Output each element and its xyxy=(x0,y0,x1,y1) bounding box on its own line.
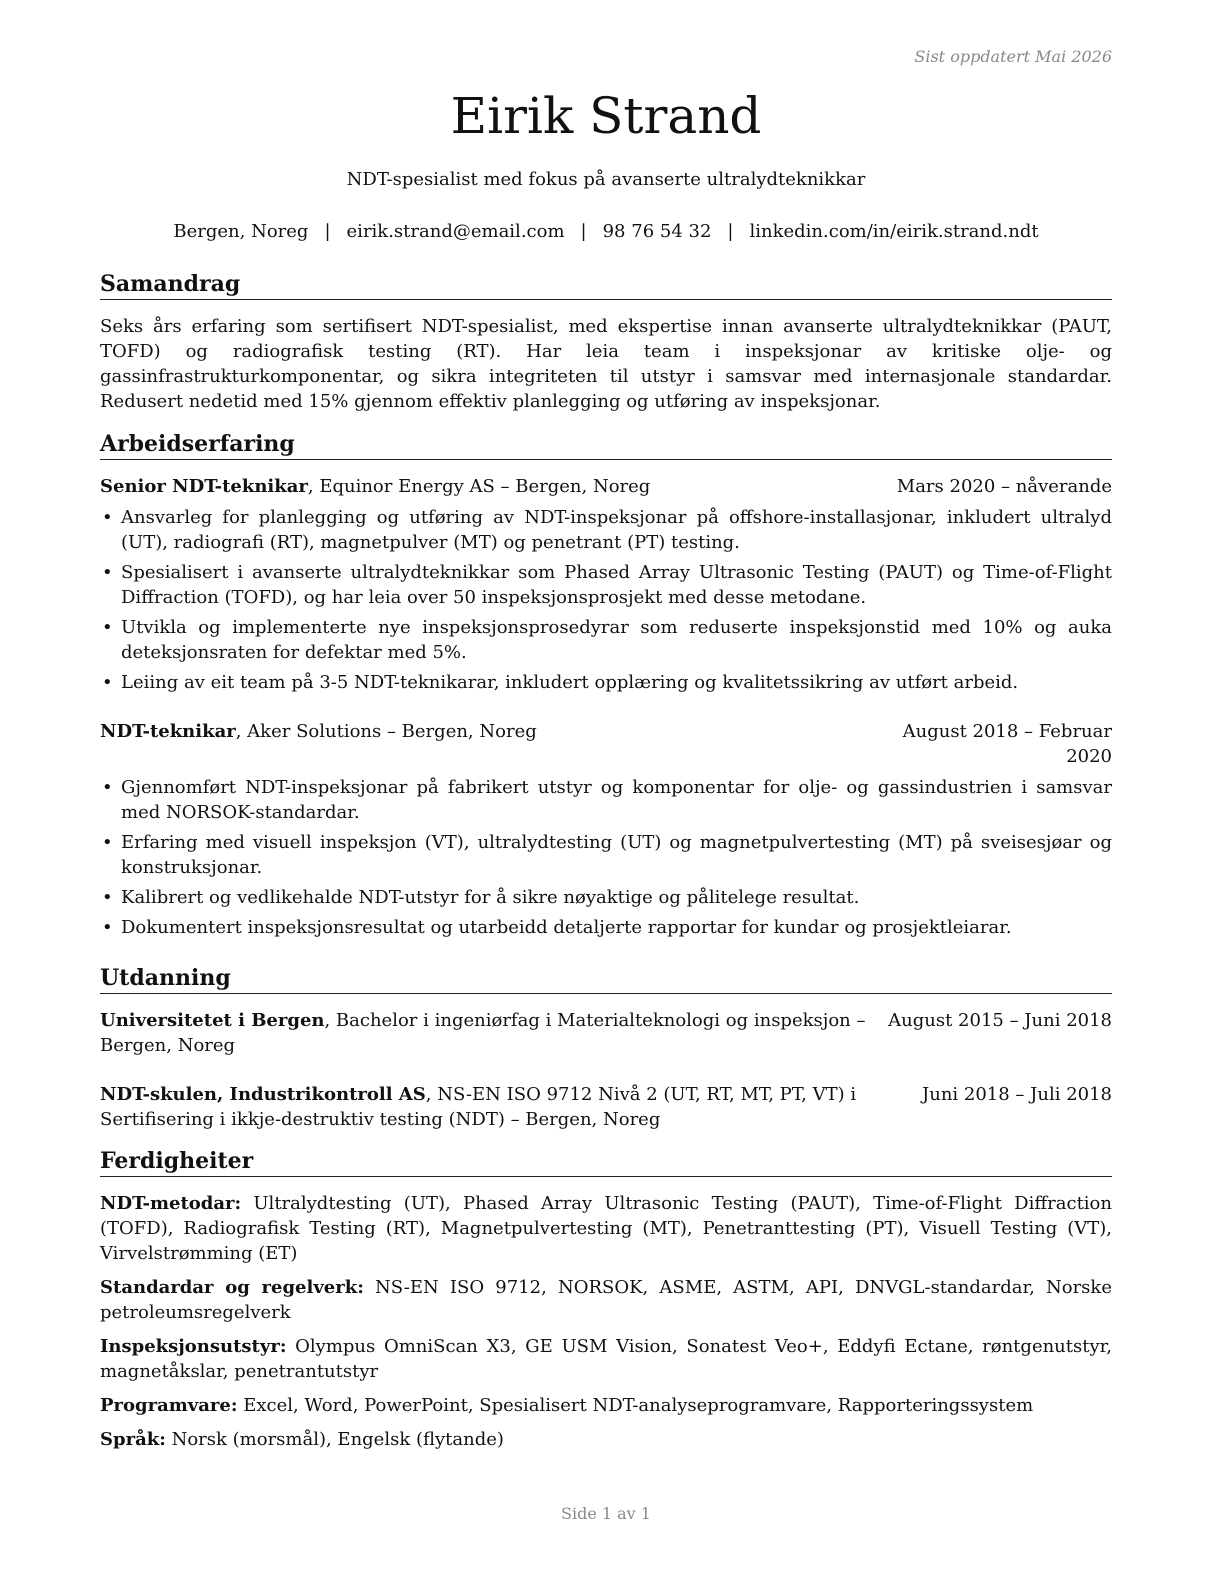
contact-line xyxy=(100,219,1112,244)
skill-label: Programvare: xyxy=(100,1395,238,1416)
job-company: , Equinor Energy AS – Bergen, Noreg xyxy=(307,476,651,497)
skill-text: Olympus OmniScan X3, GE USM Vision, Sonatest Veo+, Eddyfi Ectane, røntgenutstyr, magnetåkslar, penetrantutstyr xyxy=(100,1336,1112,1382)
contact-location: Bergen, Noreg xyxy=(173,221,309,242)
job-date: August 2018 – Februar 2020 xyxy=(902,721,1112,767)
contact-separator: | xyxy=(727,221,734,242)
skill-label: NDT-metodar: xyxy=(100,1193,242,1214)
list-item: • Gjennomført NDT-inspeksjonar på fabrikert utstyr og komponentar for olje- og gassindustrien i samsvar med NORSOK-standardar. xyxy=(100,775,1112,825)
contact-phone: 98 76 54 32 xyxy=(602,221,712,242)
contact-separator: | xyxy=(580,221,587,242)
job-bullets xyxy=(100,775,1112,940)
skill-text: NS-EN ISO 9712, NORSOK, ASME, ASTM, API, DNVGL-standardar, Norske petroleumsregelverk xyxy=(100,1277,1112,1323)
job-date: Mars 2020 – nåverande xyxy=(896,476,1112,497)
list-item: • Utvikla og implementerte nye inspeksjonsprosedyrar som reduserte inspeksjonstid med 10% og auka deteksjonsraten for defektar med 5%. xyxy=(100,615,1112,665)
job-company: , Aker Solutions – Bergen, Noreg xyxy=(235,721,537,742)
job-header xyxy=(100,719,1112,769)
job-role: NDT-teknikar xyxy=(100,721,236,742)
skill-line xyxy=(100,1275,1112,1325)
skill-label: Standardar og regelverk: xyxy=(100,1277,364,1298)
contact-separator: | xyxy=(324,221,331,242)
education-school: NDT-skulen, Industrikontroll AS xyxy=(100,1084,426,1105)
contact-email[interactable]: eirik.strand@email.com xyxy=(346,221,565,242)
education-entry xyxy=(100,1082,1112,1132)
tagline: NDT-spesialist med fokus på avanserte ultralydteknikkar xyxy=(346,169,866,190)
section-title: Utdanning xyxy=(100,964,1112,994)
list-item: • Dokumentert inspeksjonsresultat og utarbeidd detaljerte rapportar for kundar og prosjektleiarar. xyxy=(100,915,1112,940)
skill-label: Inspeksjonsutstyr: xyxy=(100,1336,287,1357)
page-number: Side 1 av 1 xyxy=(561,1504,651,1523)
list-item: • Ansvarleg for planlegging og utføring av NDT-inspeksjonar på offshore-installasjonar, inkludert ultralyd (UT), radiografi (RT), magnetpulver (MT) og penetrant (PT) testing. xyxy=(100,505,1112,555)
education-detail: , Bachelor i ingeniørfag i Materialteknologi og inspeksjon – Bergen, Noreg xyxy=(100,1010,866,1056)
last-updated: Sist oppdatert Mai 2026 xyxy=(914,47,1112,66)
skill-text: Excel, Word, PowerPoint, Spesialisert NDT-analyseprogramvare, Rapporteringssystem xyxy=(237,1395,1034,1416)
contact-linkedin[interactable]: linkedin.com/in/eirik.strand.ndt xyxy=(749,221,1039,242)
list-item: • Spesialisert i avanserte ultralydteknikkar som Phased Array Ultrasonic Testing (PAUT) og Time-of-Flight Diffraction (TOFD), og har leia over 50 inspeksjonsprosjekt med desse metodane. xyxy=(100,560,1112,610)
job-header xyxy=(100,474,1112,499)
education-date: August 2015 – Juni 2018 xyxy=(888,1010,1112,1031)
list-item: • Kalibrert og vedlikehalde NDT-utstyr for å sikre nøyaktige og pålitelege resultat. xyxy=(100,885,1112,910)
section-title: Samandrag xyxy=(100,270,1112,300)
skill-text: Ultralydtesting (UT), Phased Array Ultrasonic Testing (PAUT), Time-of-Flight Diffraction (TOFD), Radiografisk Testing (RT), Magnetpulvertesting (MT), Penetranttesting (PT), Visuell Testing (VT), Virvelstrømming (ET) xyxy=(100,1193,1112,1264)
list-item: • Erfaring med visuell inspeksjon (VT), ultralydtesting (UT) og magnetpulvertesting (MT) på sveisesjøar og konstruksjonar. xyxy=(100,830,1112,880)
education-entry xyxy=(100,1008,1112,1058)
education-date: Juni 2018 – Juli 2018 xyxy=(922,1084,1112,1105)
summary-section xyxy=(100,270,1112,414)
job-entry xyxy=(100,474,1112,695)
job-role: Senior NDT-teknikar xyxy=(100,476,308,497)
experience-section xyxy=(100,430,1112,945)
summary-text: Seks års erfaring som sertifisert NDT-spesialist, med ekspertise innan avanserte ultralydteknikkar (PAUT, TOFD) og radiografisk testing (RT). Har leia team i inspeksjonar av kritiske olje- og gassinfrastrukturkomponentar, og sikra integriteten til utstyr i samsvar med internasjonale standardar. Redusert nedetid med 15% gjennom effektiv planlegging og utføring av inspeksjonar. xyxy=(100,316,1112,412)
job-bullets xyxy=(100,505,1112,695)
education-section xyxy=(100,964,1112,1132)
education-detail: , NS-EN ISO 9712 Nivå 2 (UT, RT, MT, PT, VT) i Sertifisering i ikkje-destruktiv testing (NDT) – Bergen, Noreg xyxy=(100,1084,857,1130)
skills-section xyxy=(100,1147,1112,1461)
section-title: Ferdigheiter xyxy=(100,1147,1112,1177)
candidate-name: Eirik Strand xyxy=(450,87,762,145)
skill-line xyxy=(100,1393,1112,1418)
section-title: Arbeidserfaring xyxy=(100,430,1112,460)
list-item: • Leiing av eit team på 3-5 NDT-teknikarar, inkludert opplæring og kvalitetssikring av utført arbeid. xyxy=(100,670,1112,695)
skill-text: Norsk (morsmål), Engelsk (flytande) xyxy=(165,1429,504,1450)
education-school: Universitetet i Bergen xyxy=(100,1010,325,1031)
job-entry xyxy=(100,719,1112,940)
skill-line xyxy=(100,1191,1112,1266)
skill-line xyxy=(100,1334,1112,1384)
skill-line xyxy=(100,1427,1112,1452)
skill-label: Språk: xyxy=(100,1429,166,1450)
